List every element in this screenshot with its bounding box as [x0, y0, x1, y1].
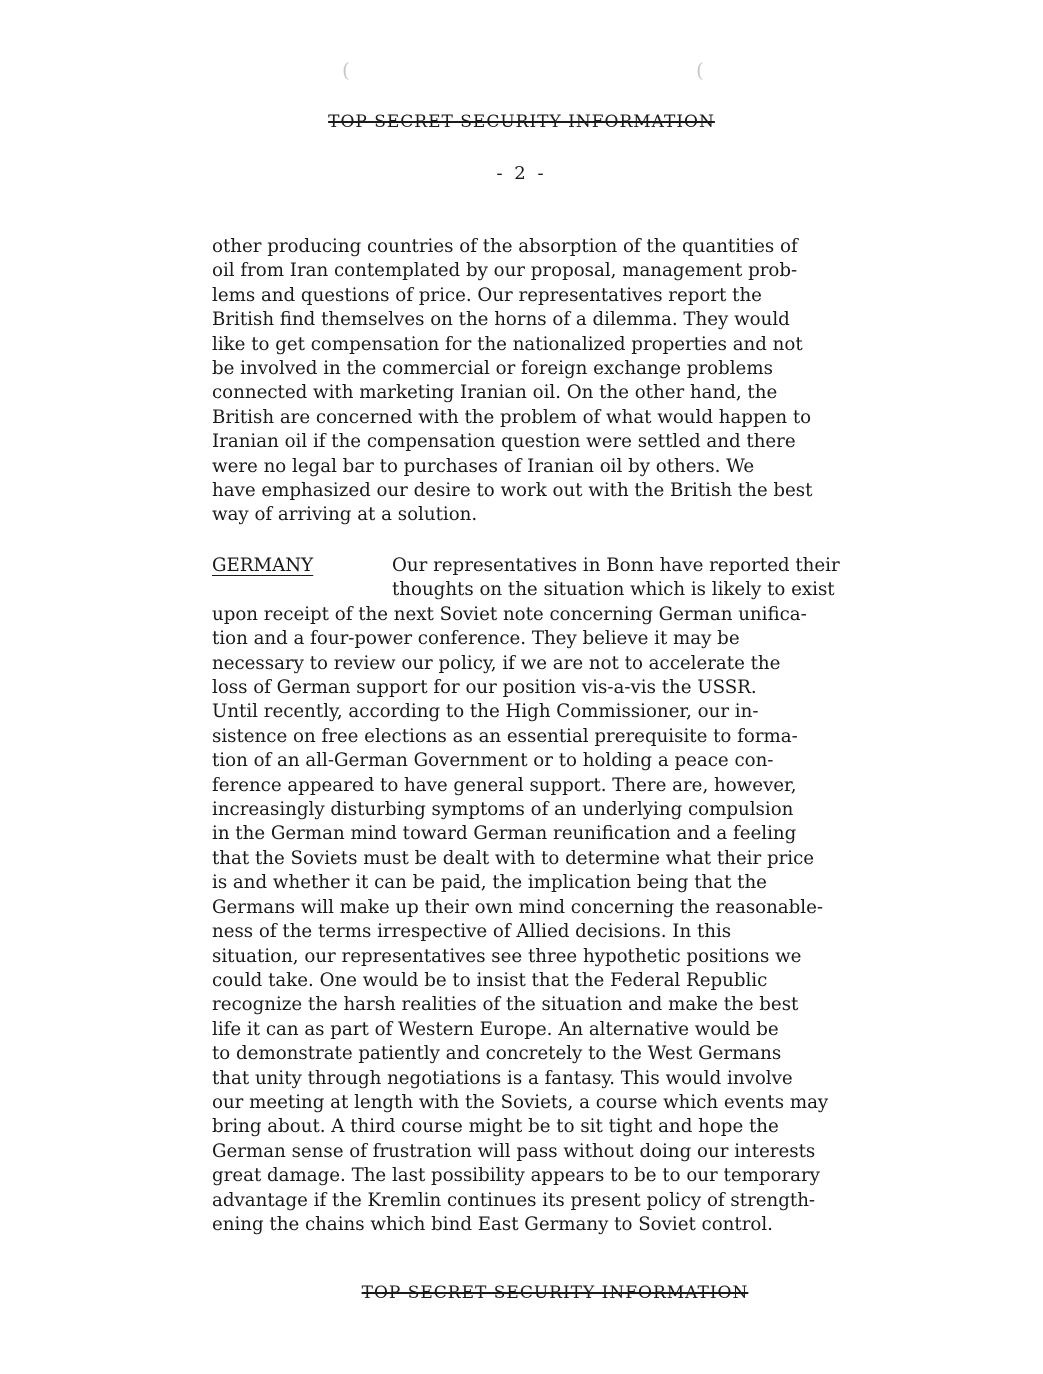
text-line: life it can as part of Western Europe. An alternative would be: [212, 1018, 779, 1040]
text-line: other producing countries of the absorption of the quantities of: [212, 236, 798, 257]
text-line: be involved in the commercial or foreign exchange problems: [212, 358, 773, 380]
text-line: could take. One would be to insist that the Federal Republic: [212, 969, 768, 991]
text-line: Our representatives in Bonn have reported their: [392, 555, 840, 576]
text-line: necessary to review our policy, if we are not to accelerate the: [212, 652, 781, 674]
text-line: German sense of frustration will pass without doing our interests: [212, 1140, 816, 1162]
text-line: is and whether it can be paid, the implication being that the: [212, 872, 767, 894]
text-line: great damage. The last possibility appears to be to our temporary: [212, 1165, 820, 1187]
section-heading-germany: GERMANY: [212, 555, 314, 576]
text-line: thoughts on the situation which is likely to exist: [392, 579, 835, 601]
paper-mark: (: [342, 58, 350, 82]
footer-classification-text: TOP SECRET SECURITY INFORMATION: [361, 1283, 749, 1303]
text-line: lems and questions of price. Our representatives report the: [212, 284, 762, 306]
text-line: situation, our representatives see three hypothetic positions we: [212, 945, 802, 967]
text-line: ness of the terms irrespective of Allied decisions. In this: [212, 921, 732, 943]
text-line: ening the chains which bind East Germany to Soviet control.: [212, 1213, 773, 1235]
text-line: connected with marketing Iranian oil. On the other hand, the: [212, 382, 778, 404]
text-line: ference appeared to have general support. There are, however,: [212, 774, 797, 796]
germany-first-line: [212, 554, 942, 578]
text-line: that unity through negotiations is a fantasy. This would involve: [212, 1067, 793, 1089]
text-line: British are concerned with the problem of what would happen to: [212, 406, 812, 428]
paragraph-iran: [212, 235, 942, 528]
text-line: tion of an all-German Government or to holding a peace con-: [212, 750, 774, 772]
text-line: Iranian oil if the compensation question were settled and there: [212, 431, 796, 453]
text-line: recognize the harsh realities of the situation and make the best: [212, 994, 799, 1016]
text-line: bring about. A third course might be to sit tight and hope the: [212, 1116, 779, 1138]
text-line: Germans will make up their own mind concerning the reasonable-: [212, 896, 824, 918]
text-line: have emphasized our desire to work out with the British the best: [212, 480, 813, 502]
text-line: oil from Iran contemplated by our proposal, management prob-: [212, 260, 798, 282]
text-line: Until recently, according to the High Commissioner, our in-: [212, 701, 759, 723]
text-line: in the German mind toward German reunification and a feeling: [212, 823, 797, 845]
text-line: loss of German support for our position vis-a-vis the USSR.: [212, 677, 757, 699]
text-line: like to get compensation for the nationalized properties and not: [212, 333, 803, 355]
text-line: increasingly disturbing symptoms of an underlying compulsion: [212, 799, 794, 821]
text-line: sistence on free elections as an essential prerequisite to forma-: [212, 725, 798, 747]
text-line: to demonstrate patiently and concretely to the West Germans: [212, 1043, 782, 1065]
header-classification-text: TOP SECRET SECURITY INFORMATION: [328, 112, 715, 132]
text-line: upon receipt of the next Soviet note concerning German unifica-: [212, 603, 807, 625]
text-line: were no legal bar to purchases of Iranian oil by others. We: [212, 455, 755, 477]
text-line: our meeting at length with the Soviets, a course which events may: [212, 1091, 829, 1113]
header-classification: [0, 112, 1043, 132]
paper-mark: (: [696, 58, 704, 82]
text-line: British find themselves on the horns of a dilemma. They would: [212, 309, 790, 331]
text-line: that the Soviets must be dealt with to determine what their price: [212, 847, 815, 869]
page-number: - 2 -: [496, 163, 547, 184]
text-line: tion and a four-power conference. They believe it may be: [212, 628, 740, 650]
footer-classification: [0, 1283, 1043, 1303]
paragraph-germany: [212, 554, 942, 1237]
text-line: way of arriving at a solution.: [212, 504, 478, 526]
text-line: advantage if the Kremlin continues its present policy of strength-: [212, 1189, 816, 1211]
